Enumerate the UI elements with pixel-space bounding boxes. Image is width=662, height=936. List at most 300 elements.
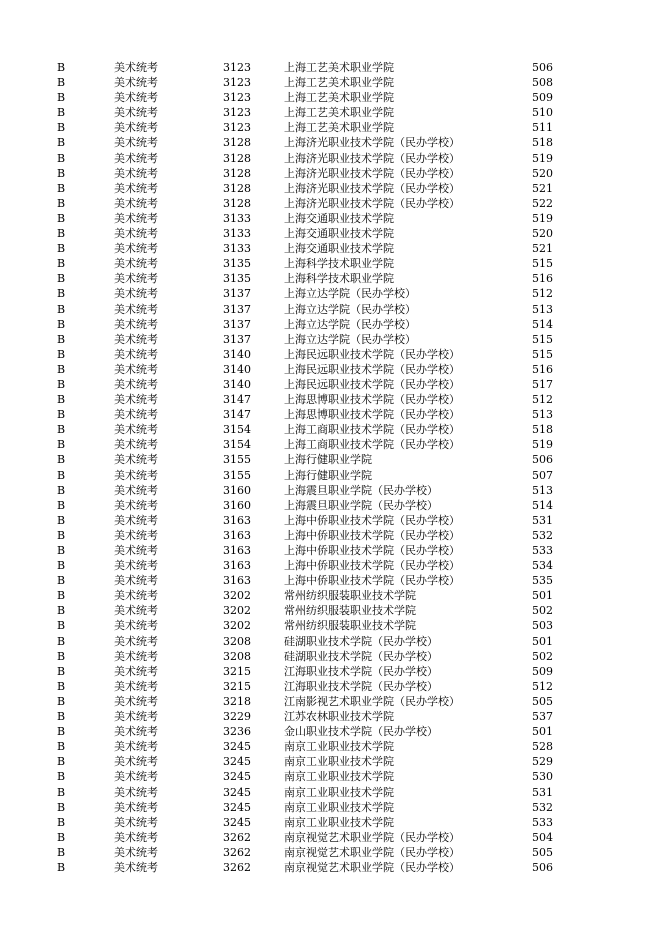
exam-type-cell: 美术统考	[114, 302, 158, 316]
exam-type-cell: 美术统考	[114, 393, 158, 407]
table-row	[0, 618, 662, 633]
batch-cell: B	[57, 196, 66, 210]
exam-type-cell: 美术统考	[114, 211, 158, 225]
batch-cell: B	[57, 815, 66, 829]
exam-type-cell: 美术统考	[114, 181, 158, 195]
school-name-cell: 江苏农林职业技术学院	[284, 710, 394, 724]
school-code-cell: 3262	[223, 830, 251, 844]
major-code-cell: 521	[532, 181, 553, 195]
table-row	[0, 845, 662, 860]
major-code-cell: 505	[532, 694, 553, 708]
batch-cell: B	[57, 166, 66, 180]
school-name-cell: 上海济光职业技术学院（民办学校）	[284, 151, 460, 165]
school-name-cell: 上海中侨职业技术学院（民办学校）	[284, 574, 460, 588]
school-code-cell: 3245	[223, 755, 251, 769]
table-row	[0, 860, 662, 875]
exam-type-cell: 美术统考	[114, 166, 158, 180]
batch-cell: B	[57, 725, 66, 739]
school-name-cell: 上海震旦职业学院（民办学校）	[284, 498, 438, 512]
school-name-cell: 南京工业职业技术学院	[284, 770, 394, 784]
major-code-cell: 507	[532, 468, 553, 482]
exam-type-cell: 美术统考	[114, 151, 158, 165]
school-code-cell: 3208	[223, 634, 251, 648]
school-code-cell: 3163	[223, 528, 251, 542]
batch-cell: B	[57, 121, 66, 135]
batch-cell: B	[57, 468, 66, 482]
table-row	[0, 664, 662, 679]
major-code-cell: 505	[532, 845, 553, 859]
school-code-cell: 3155	[223, 468, 251, 482]
table-row	[0, 830, 662, 845]
batch-cell: B	[57, 710, 66, 724]
school-code-cell: 3140	[223, 362, 251, 376]
table-row	[0, 543, 662, 558]
school-code-cell: 3140	[223, 377, 251, 391]
major-code-cell: 531	[532, 513, 553, 527]
school-code-cell: 3123	[223, 61, 251, 74]
table-row	[0, 226, 662, 241]
school-name-cell: 上海工商职业技术学院（民办学校）	[284, 423, 460, 437]
school-name-cell: 上海思博职业技术学院（民办学校）	[284, 393, 460, 407]
school-code-cell: 3135	[223, 272, 251, 286]
exam-type-cell: 美术统考	[114, 559, 158, 573]
table-row	[0, 286, 662, 301]
major-code-cell: 535	[532, 574, 553, 588]
batch-cell: B	[57, 302, 66, 316]
exam-type-cell: 美术统考	[114, 106, 158, 120]
school-code-cell: 3128	[223, 151, 251, 165]
school-name-cell: 上海工艺美术职业学院	[284, 91, 394, 105]
exam-type-cell: 美术统考	[114, 91, 158, 105]
table-row	[0, 800, 662, 815]
school-name-cell: 上海交通职业技术学院	[284, 211, 394, 225]
admission-table	[0, 60, 662, 875]
exam-type-cell: 美术统考	[114, 438, 158, 452]
school-code-cell: 3218	[223, 694, 251, 708]
exam-type-cell: 美术统考	[114, 513, 158, 527]
major-code-cell: 533	[532, 815, 553, 829]
school-code-cell: 3137	[223, 302, 251, 316]
major-code-cell: 530	[532, 770, 553, 784]
major-code-cell: 506	[532, 453, 553, 467]
major-code-cell: 509	[532, 664, 553, 678]
batch-cell: B	[57, 242, 66, 256]
school-code-cell: 3202	[223, 589, 251, 603]
batch-cell: B	[57, 513, 66, 527]
school-code-cell: 3137	[223, 287, 251, 301]
school-code-cell: 3133	[223, 242, 251, 256]
exam-type-cell: 美术统考	[114, 604, 158, 618]
exam-type-cell: 美术统考	[114, 815, 158, 829]
table-row	[0, 558, 662, 573]
major-code-cell: 531	[532, 785, 553, 799]
exam-type-cell: 美术统考	[114, 589, 158, 603]
school-code-cell: 3208	[223, 649, 251, 663]
exam-type-cell: 美术统考	[114, 800, 158, 814]
table-row	[0, 90, 662, 105]
major-code-cell: 516	[532, 272, 553, 286]
school-code-cell: 3215	[223, 679, 251, 693]
table-row	[0, 694, 662, 709]
exam-type-cell: 美术统考	[114, 483, 158, 497]
major-code-cell: 506	[532, 61, 553, 74]
major-code-cell: 519	[532, 211, 553, 225]
school-name-cell: 上海科学技术职业学院	[284, 257, 394, 271]
major-code-cell: 534	[532, 559, 553, 573]
exam-type-cell: 美术统考	[114, 61, 158, 74]
major-code-cell: 518	[532, 423, 553, 437]
major-code-cell: 506	[532, 860, 553, 874]
major-code-cell: 504	[532, 830, 553, 844]
table-row	[0, 528, 662, 543]
exam-type-cell: 美术统考	[114, 347, 158, 361]
major-code-cell: 502	[532, 649, 553, 663]
table-row	[0, 437, 662, 452]
school-name-cell: 上海民远职业技术学院（民办学校）	[284, 377, 460, 391]
school-name-cell: 上海立达学院（民办学校）	[284, 317, 416, 331]
school-code-cell: 3160	[223, 483, 251, 497]
exam-type-cell: 美术统考	[114, 740, 158, 754]
school-name-cell: 南京视觉艺术职业学院（民办学校）	[284, 860, 460, 874]
school-name-cell: 南京工业职业技术学院	[284, 740, 394, 754]
table-row	[0, 377, 662, 392]
school-code-cell: 3140	[223, 347, 251, 361]
table-row	[0, 105, 662, 120]
exam-type-cell: 美术统考	[114, 257, 158, 271]
exam-type-cell: 美术统考	[114, 287, 158, 301]
major-code-cell: 512	[532, 393, 553, 407]
exam-type-cell: 美术统考	[114, 634, 158, 648]
table-row	[0, 603, 662, 618]
major-code-cell: 503	[532, 619, 553, 633]
batch-cell: B	[57, 377, 66, 391]
school-code-cell: 3137	[223, 332, 251, 346]
exam-type-cell: 美术统考	[114, 242, 158, 256]
school-code-cell: 3245	[223, 770, 251, 784]
school-name-cell: 上海民远职业技术学院（民办学校）	[284, 347, 460, 361]
major-code-cell: 513	[532, 302, 553, 316]
table-row	[0, 785, 662, 800]
batch-cell: B	[57, 211, 66, 225]
exam-type-cell: 美术统考	[114, 76, 158, 90]
exam-type-cell: 美术统考	[114, 317, 158, 331]
exam-type-cell: 美术统考	[114, 528, 158, 542]
batch-cell: B	[57, 679, 66, 693]
batch-cell: B	[57, 498, 66, 512]
batch-cell: B	[57, 785, 66, 799]
batch-cell: B	[57, 347, 66, 361]
table-row	[0, 362, 662, 377]
table-row	[0, 483, 662, 498]
table-row	[0, 60, 662, 75]
batch-cell: B	[57, 634, 66, 648]
major-code-cell: 519	[532, 438, 553, 452]
table-row	[0, 196, 662, 211]
exam-type-cell: 美术统考	[114, 830, 158, 844]
school-name-cell: 上海震旦职业学院（民办学校）	[284, 483, 438, 497]
major-code-cell: 515	[532, 332, 553, 346]
school-name-cell: 上海工艺美术职业学院	[284, 76, 394, 90]
table-row	[0, 422, 662, 437]
major-code-cell: 514	[532, 317, 553, 331]
school-name-cell: 上海济光职业技术学院（民办学校）	[284, 166, 460, 180]
table-row	[0, 211, 662, 226]
major-code-cell: 502	[532, 604, 553, 618]
exam-type-cell: 美术统考	[114, 453, 158, 467]
table-row	[0, 347, 662, 362]
school-code-cell: 3202	[223, 619, 251, 633]
school-code-cell: 3147	[223, 393, 251, 407]
school-name-cell: 上海立达学院（民办学校）	[284, 287, 416, 301]
table-row	[0, 271, 662, 286]
exam-type-cell: 美术统考	[114, 770, 158, 784]
table-row	[0, 679, 662, 694]
batch-cell: B	[57, 694, 66, 708]
school-name-cell: 常州纺织服装职业技术学院	[284, 589, 416, 603]
table-row	[0, 649, 662, 664]
batch-cell: B	[57, 272, 66, 286]
batch-cell: B	[57, 227, 66, 241]
table-row	[0, 256, 662, 271]
table-row	[0, 739, 662, 754]
school-code-cell: 3245	[223, 785, 251, 799]
school-name-cell: 南京视觉艺术职业学院（民办学校）	[284, 845, 460, 859]
exam-type-cell: 美术统考	[114, 860, 158, 874]
major-code-cell: 501	[532, 589, 553, 603]
batch-cell: B	[57, 181, 66, 195]
exam-type-cell: 美术统考	[114, 785, 158, 799]
exam-type-cell: 美术统考	[114, 121, 158, 135]
exam-type-cell: 美术统考	[114, 332, 158, 346]
batch-cell: B	[57, 559, 66, 573]
major-code-cell: 537	[532, 710, 553, 724]
table-row	[0, 468, 662, 483]
batch-cell: B	[57, 151, 66, 165]
table-row	[0, 588, 662, 603]
table-row	[0, 392, 662, 407]
batch-cell: B	[57, 800, 66, 814]
major-code-cell: 517	[532, 377, 553, 391]
school-name-cell: 上海民远职业技术学院（民办学校）	[284, 362, 460, 376]
major-code-cell: 528	[532, 740, 553, 754]
table-row	[0, 452, 662, 467]
batch-cell: B	[57, 76, 66, 90]
school-name-cell: 上海工艺美术职业学院	[284, 121, 394, 135]
batch-cell: B	[57, 860, 66, 874]
school-code-cell: 3123	[223, 106, 251, 120]
major-code-cell: 512	[532, 679, 553, 693]
batch-cell: B	[57, 770, 66, 784]
batch-cell: B	[57, 61, 66, 74]
major-code-cell: 501	[532, 725, 553, 739]
major-code-cell: 513	[532, 408, 553, 422]
school-name-cell: 金山职业技术学院（民办学校）	[284, 725, 438, 739]
exam-type-cell: 美术统考	[114, 619, 158, 633]
exam-type-cell: 美术统考	[114, 725, 158, 739]
school-name-cell: 上海思博职业技术学院（民办学校）	[284, 408, 460, 422]
major-code-cell: 516	[532, 362, 553, 376]
major-code-cell: 501	[532, 634, 553, 648]
school-code-cell: 3262	[223, 845, 251, 859]
table-row	[0, 815, 662, 830]
major-code-cell: 520	[532, 166, 553, 180]
major-code-cell: 521	[532, 242, 553, 256]
school-name-cell: 上海工商职业技术学院（民办学校）	[284, 438, 460, 452]
major-code-cell: 515	[532, 257, 553, 271]
major-code-cell: 515	[532, 347, 553, 361]
table-row	[0, 769, 662, 784]
table-row	[0, 754, 662, 769]
school-code-cell: 3163	[223, 574, 251, 588]
school-name-cell: 上海济光职业技术学院（民办学校）	[284, 196, 460, 210]
school-code-cell: 3245	[223, 815, 251, 829]
school-code-cell: 3137	[223, 317, 251, 331]
batch-cell: B	[57, 408, 66, 422]
batch-cell: B	[57, 528, 66, 542]
exam-type-cell: 美术统考	[114, 423, 158, 437]
exam-type-cell: 美术统考	[114, 664, 158, 678]
major-code-cell: 520	[532, 227, 553, 241]
major-code-cell: 512	[532, 287, 553, 301]
batch-cell: B	[57, 257, 66, 271]
batch-cell: B	[57, 106, 66, 120]
batch-cell: B	[57, 664, 66, 678]
school-name-cell: 上海交通职业技术学院	[284, 242, 394, 256]
school-code-cell: 3147	[223, 408, 251, 422]
exam-type-cell: 美术统考	[114, 498, 158, 512]
table-row	[0, 120, 662, 135]
table-row	[0, 241, 662, 256]
batch-cell: B	[57, 317, 66, 331]
school-code-cell: 3123	[223, 76, 251, 90]
table-row	[0, 634, 662, 649]
major-code-cell: 533	[532, 544, 553, 557]
batch-cell: B	[57, 589, 66, 603]
exam-type-cell: 美术统考	[114, 679, 158, 693]
exam-type-cell: 美术统考	[114, 694, 158, 708]
school-code-cell: 3128	[223, 166, 251, 180]
batch-cell: B	[57, 830, 66, 844]
school-name-cell: 上海中侨职业技术学院（民办学校）	[284, 513, 460, 527]
school-code-cell: 3123	[223, 91, 251, 105]
exam-type-cell: 美术统考	[114, 845, 158, 859]
school-code-cell: 3262	[223, 860, 251, 874]
major-code-cell: 529	[532, 755, 553, 769]
batch-cell: B	[57, 453, 66, 467]
batch-cell: B	[57, 332, 66, 346]
school-code-cell: 3163	[223, 544, 251, 557]
school-name-cell: 上海中侨职业技术学院（民办学校）	[284, 559, 460, 573]
exam-type-cell: 美术统考	[114, 136, 158, 150]
school-name-cell: 上海科学技术职业学院	[284, 272, 394, 286]
school-code-cell: 3245	[223, 740, 251, 754]
table-row	[0, 302, 662, 317]
school-code-cell: 3163	[223, 513, 251, 527]
school-name-cell: 上海工艺美术职业学院	[284, 106, 394, 120]
school-name-cell: 南京视觉艺术职业学院（民办学校）	[284, 830, 460, 844]
school-code-cell: 3229	[223, 710, 251, 724]
school-name-cell: 江南影视艺术职业学院（民办学校）	[284, 694, 460, 708]
batch-cell: B	[57, 619, 66, 633]
school-name-cell: 上海行健职业学院	[284, 453, 372, 467]
major-code-cell: 514	[532, 498, 553, 512]
school-name-cell: 上海中侨职业技术学院（民办学校）	[284, 528, 460, 542]
school-code-cell: 3133	[223, 227, 251, 241]
batch-cell: B	[57, 91, 66, 105]
school-code-cell: 3128	[223, 136, 251, 150]
school-name-cell: 上海行健职业学院	[284, 468, 372, 482]
exam-type-cell: 美术统考	[114, 755, 158, 769]
major-code-cell: 511	[532, 121, 553, 135]
batch-cell: B	[57, 845, 66, 859]
exam-type-cell: 美术统考	[114, 710, 158, 724]
batch-cell: B	[57, 362, 66, 376]
major-code-cell: 522	[532, 196, 553, 210]
table-row	[0, 513, 662, 528]
school-name-cell: 南京工业职业技术学院	[284, 815, 394, 829]
school-code-cell: 3163	[223, 559, 251, 573]
school-name-cell: 南京工业职业技术学院	[284, 800, 394, 814]
batch-cell: B	[57, 649, 66, 663]
major-code-cell: 510	[532, 106, 553, 120]
batch-cell: B	[57, 755, 66, 769]
table-row	[0, 135, 662, 150]
table-row	[0, 709, 662, 724]
table-row	[0, 317, 662, 332]
exam-type-cell: 美术统考	[114, 574, 158, 588]
batch-cell: B	[57, 287, 66, 301]
exam-type-cell: 美术统考	[114, 544, 158, 557]
major-code-cell: 519	[532, 151, 553, 165]
batch-cell: B	[57, 136, 66, 150]
school-code-cell: 3133	[223, 211, 251, 225]
batch-cell: B	[57, 423, 66, 437]
exam-type-cell: 美术统考	[114, 377, 158, 391]
school-name-cell: 江海职业技术学院（民办学校）	[284, 679, 438, 693]
school-code-cell: 3154	[223, 423, 251, 437]
school-code-cell: 3215	[223, 664, 251, 678]
school-name-cell: 南京工业职业技术学院	[284, 785, 394, 799]
batch-cell: B	[57, 604, 66, 618]
school-name-cell: 常州纺织服装职业技术学院	[284, 619, 416, 633]
table-row	[0, 75, 662, 90]
school-name-cell: 上海中侨职业技术学院（民办学校）	[284, 544, 460, 557]
school-name-cell: 上海立达学院（民办学校）	[284, 332, 416, 346]
table-row	[0, 724, 662, 739]
school-name-cell: 硅湖职业技术学院（民办学校）	[284, 634, 438, 648]
batch-cell: B	[57, 393, 66, 407]
exam-type-cell: 美术统考	[114, 468, 158, 482]
major-code-cell: 508	[532, 76, 553, 90]
exam-type-cell: 美术统考	[114, 408, 158, 422]
table-row	[0, 498, 662, 513]
school-code-cell: 3202	[223, 604, 251, 618]
major-code-cell: 513	[532, 483, 553, 497]
table-row	[0, 181, 662, 196]
table-row	[0, 573, 662, 588]
school-code-cell: 3245	[223, 800, 251, 814]
major-code-cell: 532	[532, 800, 553, 814]
table-row	[0, 332, 662, 347]
school-name-cell: 南京工业职业技术学院	[284, 755, 394, 769]
school-code-cell: 3123	[223, 121, 251, 135]
school-code-cell: 3128	[223, 196, 251, 210]
major-code-cell: 532	[532, 528, 553, 542]
school-code-cell: 3154	[223, 438, 251, 452]
batch-cell: B	[57, 438, 66, 452]
major-code-cell: 518	[532, 136, 553, 150]
exam-type-cell: 美术统考	[114, 362, 158, 376]
